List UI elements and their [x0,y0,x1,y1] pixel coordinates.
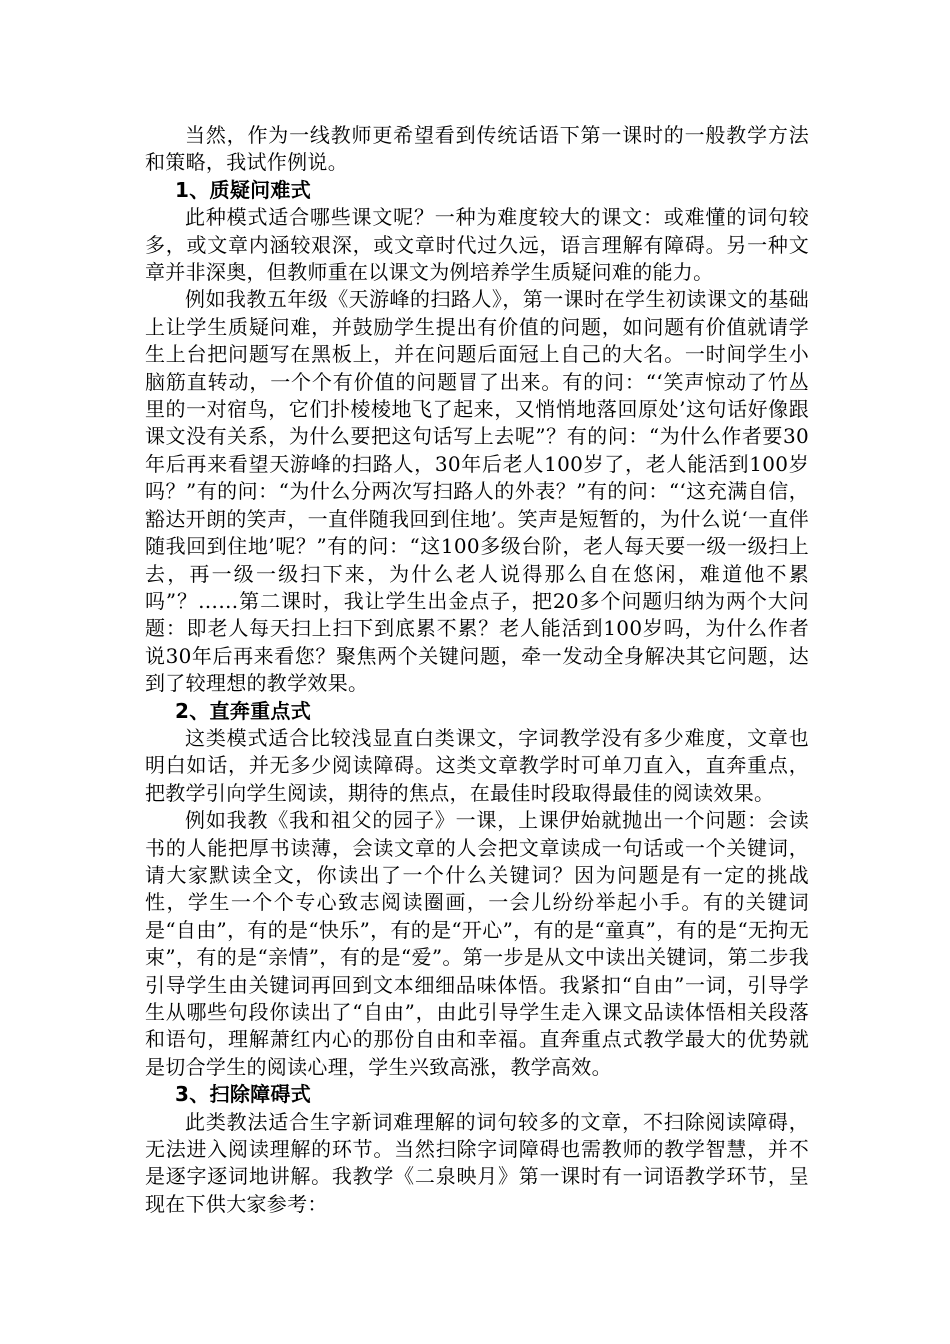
document-body [145,122,809,1218]
section-heading-3: 3、扫除障碍式 [175,1082,312,1107]
section-1-paragraph-1: 此种模式适合哪些课文呢？一种为难度较大的课文：或难懂的词句较多，或文章内涵较艰深，或文章时代过久远，语言理解有障碍。另一种文章并非深奥，但教师重在以课文为例培养学生质疑问难的能力。 [145,205,809,285]
section-heading-2: 2、直奔重点式 [175,698,312,723]
intro-paragraph: 当然，作为一线教师更希望看到传统话语下第一课时的一般教学方法和策略，我试作例说。 [145,123,809,175]
section-3-paragraph-1: 此类教法适合生字新词难理解的词句较多的文章，不扫除阅读障碍，无法进入阅读理解的环节。当然扫除字词障碍也需教师的教学智慧，并不是逐字逐词地讲解。我教学《二泉映月》第一课时有一词语教学环节，呈现在下供大家参考： [145,1109,809,1216]
section-1-paragraph-2: 例如我教五年级《天游峰的扫路人》，第一课时在学生初读课文的基础上让学生质疑问难，并鼓励学生提出有价值的问题，如问题有价值就请学生上台把问题写在黑板上，并在问题后面冠上自己的大名。一时间学生小脑筋直转动，一个个有价值的问题冒了出来。有的问：“‘笑声惊动了竹丛里的一对宿鸟，它们扑棱棱地飞了起来，又悄悄地落回原处’这句话好像跟课文没有关系，为什么要把这句话写上去呢”？有的问：“为什么作者要30年后再来看望天游峰的扫路人，30年后老人100岁了，老人能活到100岁吗？”有的问：“为什么分两次写扫路人的外表？”有的问：“‘这充满自信，豁达开朗的笑声，一直伴随我回到住地’。笑声是短暂的，为什么说‘一直伴随我回到住地’呢？”有的问：“这100多级台阶，老人每天要一级一级扫上去，再一级一级扫下来，为什么老人说得那么自在悠闲，难道他不累吗”？……第二课时，我让学生出金点子，把20多个问题归纳为两个大问题：即老人每天扫上扫下到底累不累？老人能活到100岁吗，为什么作者说30年后再来看您？聚焦两个关键问题，牵一发动全身解决其它问题，达到了较理想的教学效果。 [145,287,809,696]
section-2-paragraph-2: 例如我教《我和祖父的园子》一课，上课伊始就抛出一个问题：会读书的人能把厚书读薄，会读文章的人会把文章读成一句话或一个关键词，请大家默读全文，你读出了一个什么关键词？因为问题是有一定的挑战性，学生一个个专心致志阅读圈画，一会儿纷纷举起小手。有的关键词是“自由”，有的是“快乐”，有的是“开心”，有的是“童真”，有的是“无拘无束”，有的是“亲情”，有的是“爱”。第一步是从文中读出关键词，第二步我引导学生由关键词再回到文本细细品味体悟。我紧扣“自由”一词，引导学生从哪些句段你读出了“自由”，由此引导学生走入课文品读体悟相关段落和语句，理解萧红内心的那份自由和幸福。直奔重点式教学最大的优势就是切合学生的阅读心理，学生兴致高涨，教学高效。 [145,808,809,1079]
section-heading-1: 1、质疑问难式 [175,177,312,202]
section-2-paragraph-1: 这类模式适合比较浅显直白类课文，字词教学没有多少难度，文章也明白如话，并无多少阅读障碍。这类文章教学时可单刀直入，直奔重点，把教学引向学生阅读，期待的焦点，在最佳时段取得最佳的阅读效果。 [145,725,809,805]
